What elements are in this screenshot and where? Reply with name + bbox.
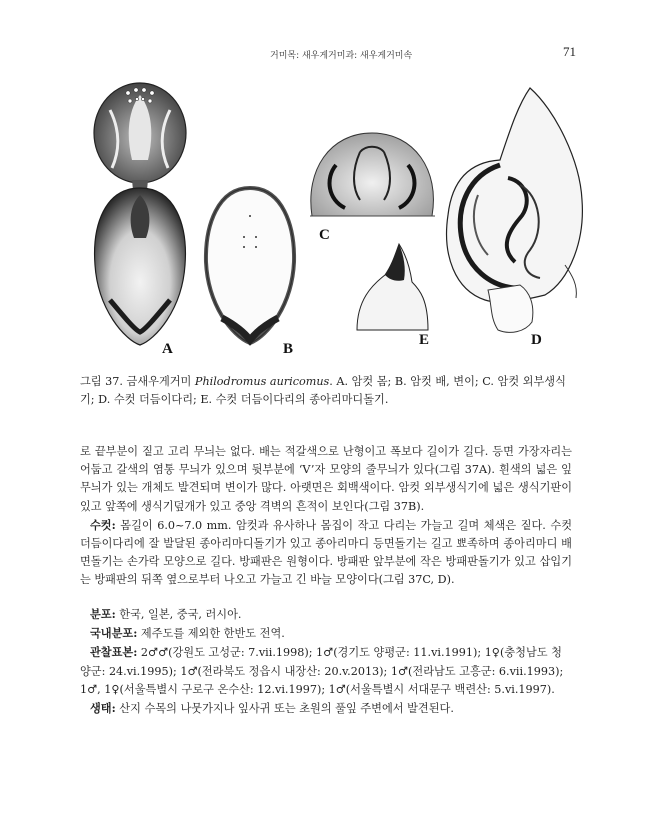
page-number: 71: [563, 44, 576, 59]
figure-37-illustration: [0, 0, 652, 370]
figure-label-b: B: [283, 341, 294, 357]
figure-e-tibial-apophysis: [357, 244, 428, 330]
figure-d-male-palp: [447, 88, 583, 332]
ecology-label: 생태:: [90, 701, 116, 716]
figure-label-e: E: [419, 332, 430, 348]
caption-prefix: 그림 37. 금새우게거미: [80, 375, 195, 388]
distribution: [80, 605, 572, 624]
specimens-text: 2♂♂(강원도 고성군: 7.vii.1998); 1♂(경기도 양평군: 11.vi.1991); 1♀(충청남도 청양군: 24.vi.1995); 1♂(전라북도 정읍시 내장산: 20.v.2013); 1♂(전라남도 고흥군: 6.vii.1993); 1♂, 1♀(서울특별시 구로구 온수산: 12.vi.1997); 1♂(서울특별시 서대문구 백련산: 5.vi.1997).: [80, 646, 564, 696]
ecology-text: 산지 수목의 나뭇가지나 잎사귀 또는 초원의 풀잎 주변에서 발견된다.: [115, 702, 454, 716]
distribution-text: 한국, 일본, 중국, 러시아.: [115, 608, 242, 621]
species-metadata: [80, 605, 572, 718]
male-label: 수컷:: [90, 517, 116, 532]
specimens-label: 관찰표본:: [90, 645, 138, 660]
figure-a-female-body: [94, 83, 186, 345]
figure-caption: [80, 373, 572, 409]
specimens-examined: [80, 643, 572, 699]
figure-label-a: A: [162, 341, 173, 357]
figure-b-female-abdomen: [206, 188, 294, 343]
ecology: [80, 699, 572, 718]
korean-distribution-label: 국내분포:: [90, 626, 138, 641]
description-paragraph-male: [80, 516, 572, 590]
caption-suffix: . A. 암컷 몸; B. 암컷 배, 변이; C. 암컷 외부생식기; D. 수컷 더듬이다리; E. 수컷 더듬이다리의 종아리마디돌기.: [80, 375, 566, 406]
distribution-label: 분포:: [90, 607, 116, 621]
korean-distribution-text: 제주도를 제외한 한반도 전역.: [137, 627, 285, 641]
korean-distribution: [80, 624, 572, 643]
male-text: 몸길이 6.0~7.0 mm. 암컷과 유사하나 몸집이 작고 다리는 가늘고 길며 체색은 짙다. 수컷 더듬이다리에 잘 발달된 종아리마디돌기가 있고 종아리마디 등면돌기는 길고 뾰족하며 종아리마디 배면돌기는 손가락 모양으로 길다. 방패판은 원형이다. 방패판 앞부분에 작은 방패판돌기가 있고 삽입기는 방패판의 뒤쪽 옆으로부터 나오고 가늘고 긴 바늘 모양이다(그림 37C, D).: [80, 518, 572, 587]
caption-species: Philodromus auricomus: [194, 375, 330, 388]
species-description: [80, 443, 572, 590]
running-title: 거미목: 새우게거미과: 새우게거미속: [270, 51, 413, 61]
figure-c-female-epigyne: [310, 133, 435, 216]
description-paragraph-female: 로 끝부분이 짙고 고리 무늬는 없다. 배는 적갈색으로 난형이고 폭보다 길이가 길다. 등면 가장자리는 어둡고 갈색의 염통 무늬가 있으며 뒷부분에 ‘V’자 모양의 줄무늬가 있다(그림 37A). 흰색의 넓은 잎무늬가 있는 개체도 발견되며 변이가 많다. 아랫면은 회백색이다. 암컷 외부생식기에 넓은 생식기판이 있고 앞쪽에 생식기덮개가 있고 중앙 격벽의 흔적이 보인다(그림 37B).: [80, 445, 572, 513]
figure-label-c: C: [319, 227, 330, 243]
figure-label-d: D: [531, 332, 542, 348]
